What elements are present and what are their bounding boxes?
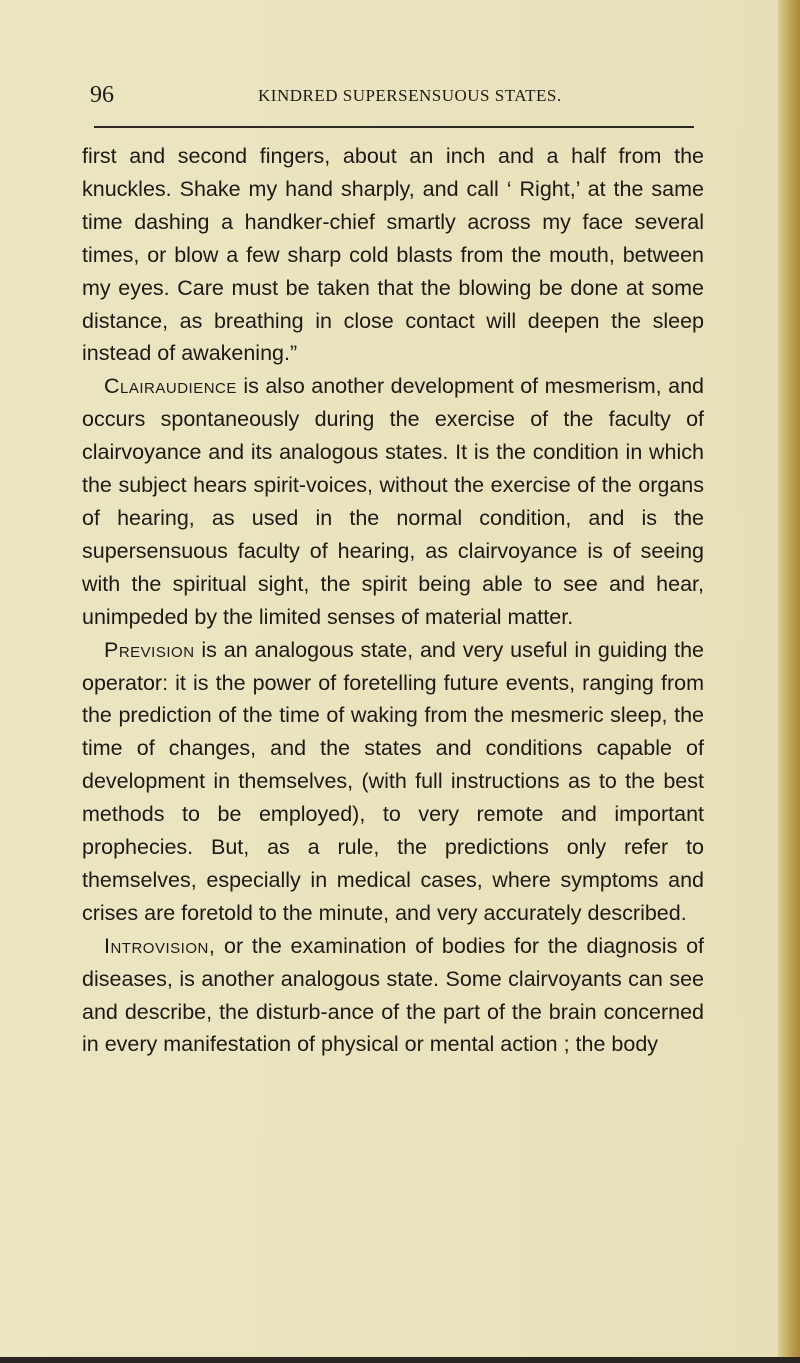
page-edge [778,0,800,1363]
running-head: KINDRED SUPERSENSUOUS STATES. [258,86,562,105]
paragraph [82,930,704,1062]
paragraph-lead: Prevision [104,637,195,662]
header-rule [94,126,694,128]
paragraph-text: is also another development of mesmerism, and occurs spontaneously during the exercise of the faculty of clairvoyance and its analogous states. It is the condition in which the subject hears spirit-voices, without the exercise of the organs of hearing, as used in the normal condition, and is the supersensuous faculty of hearing, as clairvoyance is of seeing with the spiritual sight, the spirit being able to see and hear, unimpeded by the limited senses of material matter. [82,374,704,629]
paragraph [82,634,704,930]
paragraph [82,140,704,370]
paragraph-text: or the examination of bodies for the diagnosis of diseases, is another analogous state. Some clairvoyants can see and describe, the disturb-ance of the part of the brain concerned in every manifestation of physical or mental action ; the body [82,933,704,1057]
page-bottom-edge [0,1357,800,1363]
paragraph-text: is an analogous state, and very useful in guiding the operator: it is the power of foretelling future events, ranging from the prediction of the time of waking from the mesmeric sleep, the time of changes, and the states and conditions capable of development in themselves, (with full instructions as to the best methods to be employed), to very remote and important prophecies. But, as a rule, the predictions only refer to themselves, especially in medical cases, where symptoms and crises are foretold to the minute, and very accurately described. [82,637,704,925]
paragraph [82,370,704,633]
body-text [82,140,704,1061]
paragraph-lead: Introvision, [104,933,216,958]
page-number: 96 [90,82,114,108]
page-header [90,82,690,114]
paragraph-text: first and second fingers, about an inch and a half from the knuckles. Shake my hand sharply, and call ‘ Right,’ at the same time dashing a handker-chief smartly across my face several times, or blow a few sharp cold blasts from the mouth, between my eyes. Care must be taken that the blowing be done at some distance, as breathing in close contact will deepen the sleep instead of awakening.” [82,144,704,366]
paragraph-lead: Clairaudience [104,374,237,399]
